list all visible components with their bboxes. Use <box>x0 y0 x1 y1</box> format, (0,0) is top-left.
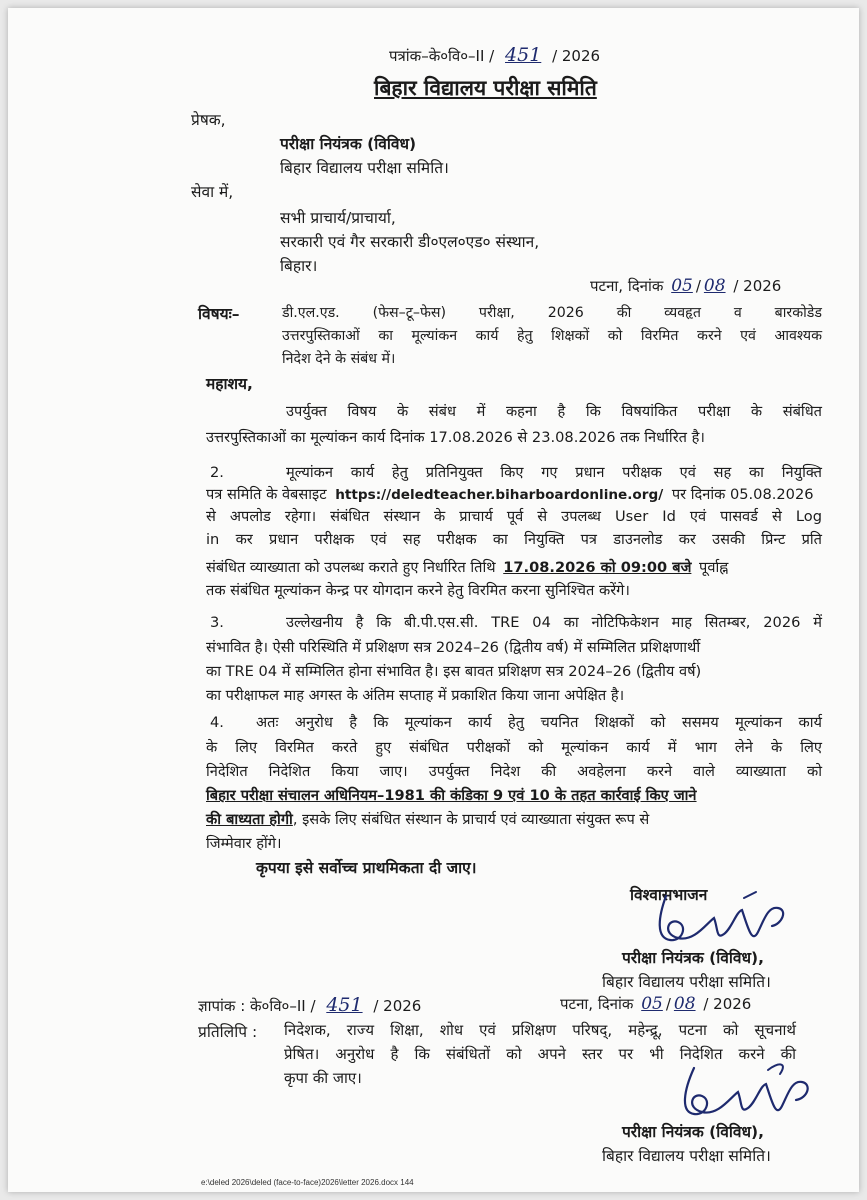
letter-page <box>8 8 859 1192</box>
para2-line1: मूल्यांकन कार्य हेतु प्रतिनियुक्त किए गए प्रधान परीक्षक एवं सह का नियुक्ति <box>286 464 822 481</box>
para2-line2-text: पत्र समिति के वेबसाइट <box>206 486 327 503</box>
file-path: e:\deled 2026\deled (face-to-face)2026\letter 2026.docx 144 <box>201 1178 414 1187</box>
sender-org: बिहार विद्यालय परीक्षा समिति। <box>280 159 449 177</box>
letter-number-handwritten: 451 <box>505 44 542 66</box>
org-title: बिहार विद्यालय परीक्षा समिति <box>374 76 597 100</box>
priority-note: कृपया इसे सर्वोच्च प्राथमिकता दी जाए। <box>256 859 477 877</box>
copy-label: प्रतिलिपि : <box>198 1023 258 1041</box>
memo-date: पटना, दिनांक 05 / 08 / 2026 <box>560 994 752 1014</box>
date-prefix: पटना, दिनांक <box>590 277 664 295</box>
para4-line6: जिम्मेवार होंगे। <box>206 835 282 852</box>
copy-line1: निदेशक, राज्य शिक्षा, शोध एवं प्रशिक्षण परिषद्, महेन्द्रू, पटना को सूचनार्थ <box>284 1021 796 1039</box>
para4-obligation: की बाध्यता होगी <box>206 811 293 828</box>
para4-line5 <box>206 810 649 830</box>
signature1-designation: परीक्षा नियंत्रक (विविध), <box>622 949 764 967</box>
para3-line4: का परीक्षाफल माह अगस्त के अंतिम सप्ताह में प्रकाशित किया जाना अपेक्षित है। <box>206 687 625 704</box>
para2-line2-date: पर दिनांक 05.08.2026 <box>671 486 814 503</box>
para4-line5-text: , इसके लिए संबंधित संस्थान के प्राचार्य एवं व्याख्याता संयुक्त रूप से <box>292 811 650 828</box>
subject-label: विषयः– <box>198 305 240 323</box>
letter-number-prefix: पत्रांक–के०वि०–II / <box>389 47 495 65</box>
memo-year: / 2026 <box>373 997 422 1015</box>
para3-line2: संभावित है। ऐसी परिस्थिति में प्रशिक्षण सत्र 2024–26 (द्वितीय वर्ष) में सम्मिलित प्रशिक्षणार्थी <box>206 639 701 656</box>
signature1-org: बिहार विद्यालय परीक्षा समिति। <box>602 973 771 991</box>
para2-line5 <box>206 558 728 578</box>
para2-line5-text: संबंधित व्याख्याता को उपलब्ध कराते हुए निर्धारित तिथि <box>206 559 496 576</box>
subject-line1: डी.एल.एड. (फेस–टू–फेस) परीक्षा, 2026 की व्यवहृत व बारकोडेड <box>282 305 822 321</box>
para2-line6: तक संबंधित मूल्यांकन केन्द्र पर योगदान करने हेतु विरमित करना सुनिश्चित करेंगे। <box>206 582 630 599</box>
para4-line3: निदेशित निदेशित किया जाए। उपर्युक्त निदेश की अवहेलना करने वाले व्याख्याता को <box>206 763 822 780</box>
para2-line4: in कर प्रधान परीक्षक एवं सह परीक्षक का नियुक्ति पत्र डाउनलोड कर उसकी प्रिन्ट प्रति <box>206 531 822 548</box>
para2-line3: से अपलोड रहेगा। संबंधित संस्थान के प्राचार्य पूर्व से उपलब्ध User Id एवं पासवर्ड से Log <box>206 508 822 525</box>
para1-line1: उपर्युक्त विषय के संबंध में कहना है कि विषयांकित परीक्षा के संबंधित <box>286 403 822 420</box>
para4-line2: के लिए विरमित करते हुए संबंधित परीक्षकों को मूल्यांकन कार्य में भाग लेने के लिए <box>206 739 822 756</box>
date-line: पटना, दिनांक 05 / 08 / 2026 <box>590 276 782 296</box>
para1-line2: उत्तरपुस्तिकाओं का मूल्यांकन कार्य दिनांक 17.08.2026 से 23.08.2026 तक निर्धारित है। <box>206 429 705 446</box>
recipient-label: सेवा में, <box>191 183 234 201</box>
copy-line2: प्रेषित। अनुरोध है कि संबंधितों को अपने स्तर पर भी निदेशित करने की <box>284 1045 796 1063</box>
para3-line3: का TRE 04 में सम्मिलित होना संभावित है। इस बावत प्रशिक्षण सत्र 2024–26 (द्वितीय वर्ष) <box>206 663 702 680</box>
letter-number-year: / 2026 <box>552 47 601 65</box>
subject-line3: निदेश देने के संबंध में। <box>282 351 396 367</box>
date-month-handwritten: 08 <box>703 276 726 296</box>
copy-line3: कृपा की जाए। <box>284 1069 362 1087</box>
letter-number <box>389 44 600 66</box>
recipient-line1: सभी प्राचार्य/प्राचार्या, <box>280 209 396 227</box>
memo-day-handwritten: 05 <box>641 994 663 1014</box>
salutation: महाशय, <box>206 375 253 393</box>
closing: विश्वासभाजन <box>630 886 708 904</box>
subject-line2: उत्तरपुस्तिकाओं का मूल्यांकन कार्य हेतु शिक्षकों को विरमित करने एवं आवश्यक <box>282 328 822 344</box>
memo-number-handwritten: 451 <box>326 994 363 1016</box>
memo-date-prefix: पटना, दिनांक <box>560 995 634 1013</box>
sender-label: प्रेषक, <box>191 111 226 129</box>
date-year: / 2026 <box>733 277 782 295</box>
para4-line4: बिहार परीक्षा संचालन अधिनियम–1981 की कंडिका 9 एवं 10 के तहत कार्रवाई किए जाने <box>206 787 697 804</box>
recipient-line2: सरकारी एवं गैर सरकारी डी०एल०एड० संस्थान, <box>280 233 540 251</box>
memo-date-year: / 2026 <box>703 995 752 1013</box>
signature2-org: बिहार विद्यालय परीक्षा समिति। <box>602 1147 771 1165</box>
para4-line1: अतः अनुरोध है कि मूल्यांकन कार्य हेतु चयनित शिक्षकों को ससमय मूल्यांकन कार्य <box>256 714 822 731</box>
memo-line <box>198 994 421 1016</box>
memo-label: ज्ञापांक : के०वि०–II / <box>198 997 316 1015</box>
para3-line1: उल्लेखनीय है कि बी.पी.एस.सी. TRE 04 का नोटिफिकेशन माह सितम्बर, 2026 में <box>286 614 822 631</box>
website-url-link[interactable]: https://deledteacher.biharboardonline.org/ <box>335 487 664 503</box>
para2-number: 2. <box>210 464 224 481</box>
date-day-handwritten: 05 <box>671 276 693 296</box>
recipient-line3: बिहार। <box>280 257 318 275</box>
para2-line2 <box>206 485 814 505</box>
para3-number: 3. <box>210 614 224 631</box>
memo-month-handwritten: 08 <box>673 994 696 1014</box>
para2-line5-end: पूर्वाह्न <box>699 559 729 576</box>
signature-2 <box>668 1058 828 1128</box>
signature2-designation: परीक्षा नियंत्रक (विविध), <box>622 1123 764 1141</box>
para4-number: 4. <box>210 714 224 731</box>
sender-designation: परीक्षा नियंत्रक (विविध) <box>280 135 417 153</box>
para2-deadline: 17.08.2026 को 09:00 बजे <box>503 559 692 576</box>
